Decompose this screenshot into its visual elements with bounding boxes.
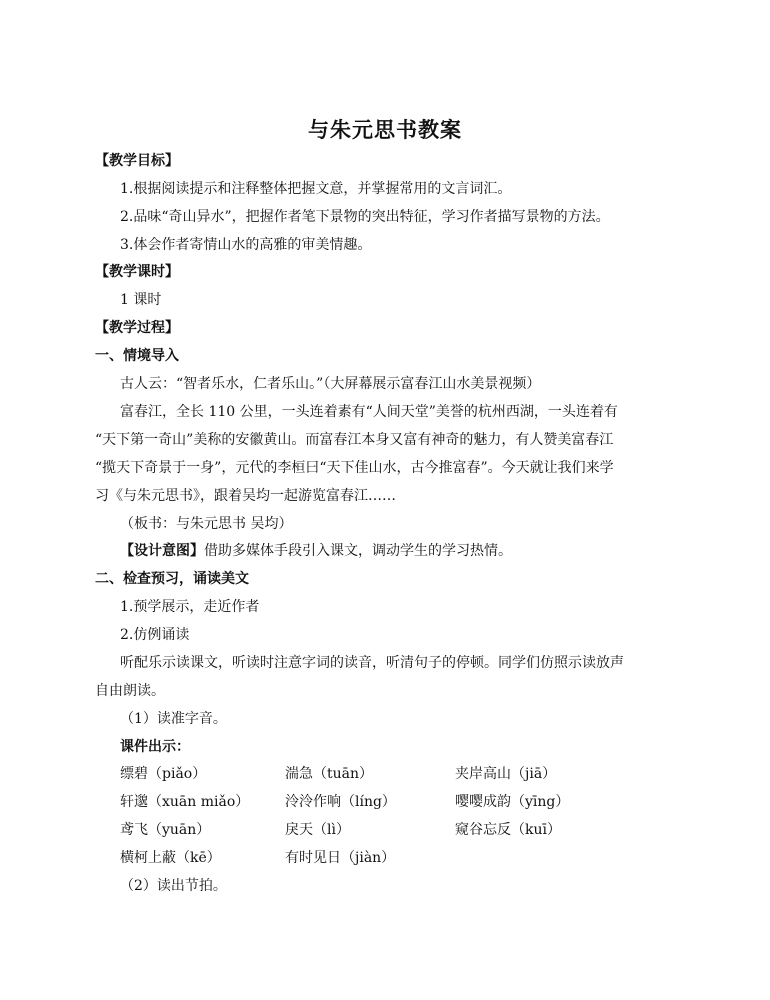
pronunciation-item: 戾天（lì） bbox=[285, 822, 350, 838]
part2-heading: 二、检查预习，诵读美文 bbox=[95, 571, 249, 587]
goal-item: 1.根据阅读提示和注释整体把握文意，并掌握常用的文言词汇。 bbox=[120, 181, 512, 197]
pronunciation-item: 湍急（tuān） bbox=[285, 766, 374, 782]
design-intent bbox=[120, 542, 512, 560]
courseware-label: 课件出示： bbox=[120, 739, 190, 755]
goal-item: 3.体会作者寄情山水的高雅的审美情趣。 bbox=[120, 237, 372, 253]
part2-paragraph-line: 自由朗读。 bbox=[95, 683, 165, 699]
pronunciation-item: 有时见日（jiàn） bbox=[285, 850, 396, 866]
read-step-2: （2）读出节拍。 bbox=[120, 878, 227, 894]
part1-paragraph-line: 习《与朱元思书》，跟着吴均一起游览富春江…… bbox=[95, 488, 396, 504]
hours-text: 1 课时 bbox=[120, 292, 162, 308]
part2-paragraph-line: 听配乐示读课文，听读时注意字词的读音，听清句子的停顿。同学们仿照示读放声 bbox=[120, 655, 624, 671]
pronunciation-item: 窥谷忘反（kuī） bbox=[455, 822, 561, 838]
pronunciation-item: 泠泠作响（líng） bbox=[285, 794, 396, 810]
design-intent-text: 借助多媒体手段引入课文，调动学生的学习热情。 bbox=[204, 543, 512, 559]
pronunciation-item: 鸢飞（yuān） bbox=[120, 822, 211, 838]
process-heading: 【教学过程】 bbox=[95, 320, 179, 336]
read-step-1: （1）读准字音。 bbox=[120, 711, 227, 727]
part2-item: 2.仿例诵读 bbox=[120, 627, 190, 643]
page-title: 与朱元思书教案 bbox=[308, 118, 462, 142]
part1-paragraph: 古人云：“智者乐水，仁者乐山。”（大屏幕展示富春江山水美景视频） bbox=[120, 376, 541, 392]
hours-heading: 【教学课时】 bbox=[95, 264, 179, 280]
pronunciation-item: 轩邈（xuān miǎo） bbox=[120, 794, 250, 810]
pronunciation-item: 夹岸高山（jiā） bbox=[455, 766, 557, 782]
board-note: （板书：与朱元思书 吴均） bbox=[120, 516, 293, 532]
goal-item: 2.品味“奇山异水”，把握作者笔下景物的突出特征，学习作者描写景物的方法。 bbox=[120, 209, 610, 225]
part2-item: 1.预学展示，走近作者 bbox=[120, 599, 260, 615]
pronunciation-item: 嘤嘤成韵（yīng） bbox=[455, 794, 570, 810]
design-intent-label: 【设计意图】 bbox=[120, 543, 204, 559]
pronunciation-item: 缥碧（piǎo） bbox=[120, 766, 207, 782]
part1-paragraph-line: “揽天下奇景于一身”，元代的李桓曰“天下佳山水，古今推富春”。今天就让我们来学 bbox=[95, 460, 614, 476]
pronunciation-item: 横柯上蔽（kē） bbox=[120, 850, 221, 866]
part1-paragraph-line: 富春江，全长 110 公里，一头连着素有“人间天堂”美誉的杭州西湖，一头连着有 bbox=[120, 404, 618, 420]
part1-heading: 一、情境导入 bbox=[95, 348, 179, 364]
goals-heading: 【教学目标】 bbox=[95, 153, 179, 169]
part1-paragraph-line: “天下第一奇山”美称的安徽黄山。而富春江本身又富有神奇的魅力，有人赞美富春江 bbox=[95, 432, 614, 448]
